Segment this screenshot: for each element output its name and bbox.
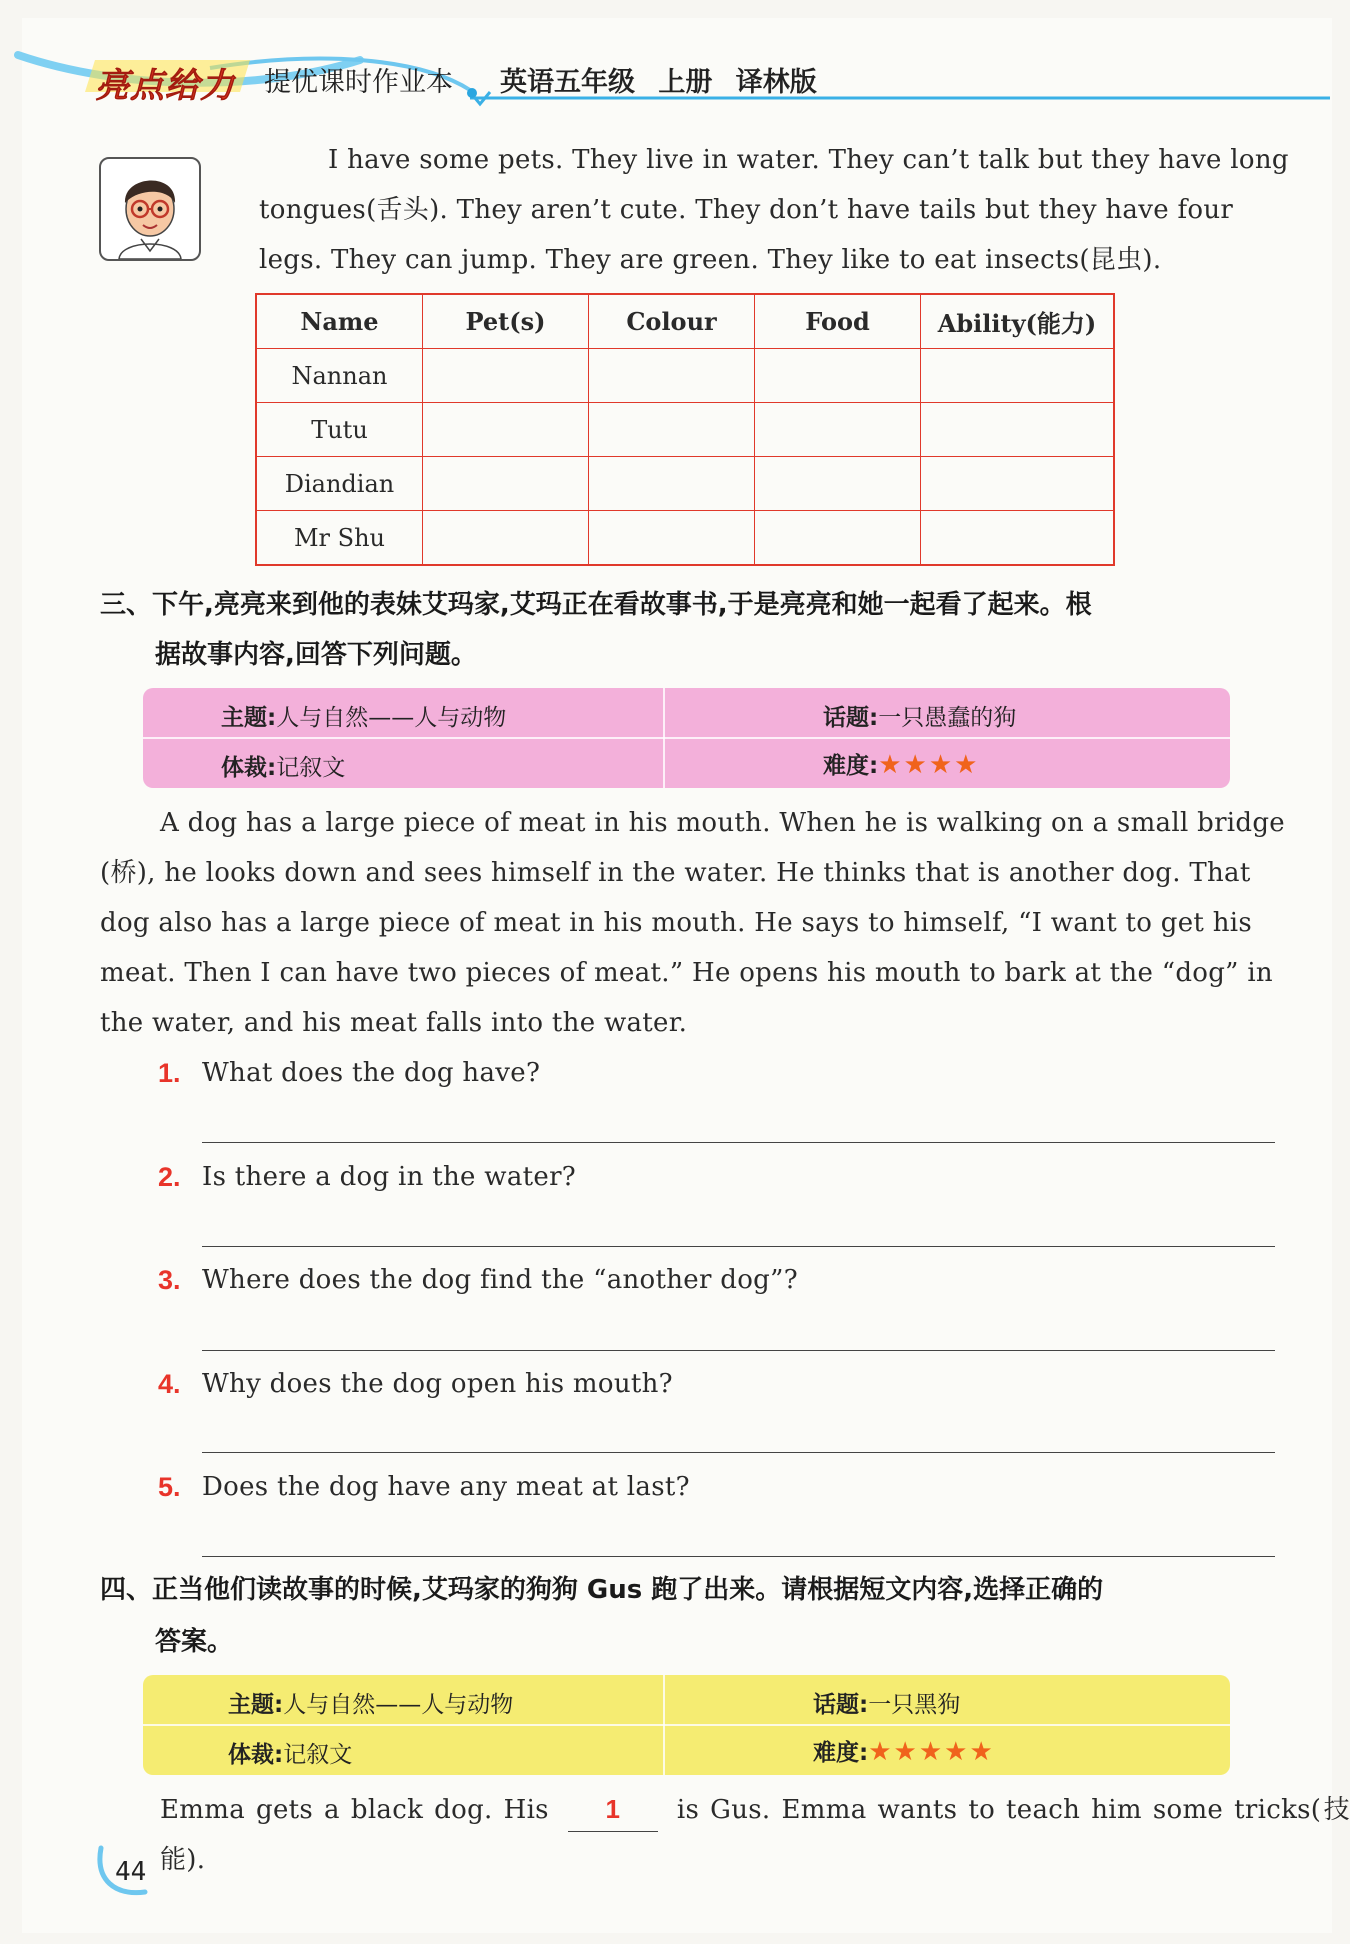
header bbox=[0, 0, 1350, 110]
topic-info: 话题:一只愚蠢的狗 bbox=[823, 705, 1017, 731]
section3-instruction-line-1: 三、下午,亮亮来到他的表妹艾玛家,艾玛正在看故事书,于是亮亮和她一起看了起来。根 bbox=[100, 590, 1092, 620]
question-text: Does the dog have any meat at last? bbox=[202, 1472, 690, 1502]
theme-info: 主题:人与自然——人与动物 bbox=[228, 1692, 514, 1718]
table-header: Pet(s) bbox=[423, 294, 589, 349]
section3-instruction-line-2: 据故事内容,回答下列问题。 bbox=[155, 640, 477, 670]
topic-info: 话题:一只黑狗 bbox=[813, 1692, 961, 1718]
row-name: Diandian bbox=[256, 457, 423, 511]
pets-table bbox=[255, 293, 1115, 566]
difficulty-info: 难度:★★★★ bbox=[823, 750, 980, 780]
cloze-text-before: Emma gets a black dog. His bbox=[160, 1795, 549, 1825]
row-name: Mr Shu bbox=[256, 511, 423, 566]
genre-info: 体裁:记叙文 bbox=[221, 755, 346, 781]
answer-line[interactable] bbox=[202, 1556, 1275, 1557]
table-row bbox=[256, 457, 1114, 511]
question-number: 2. bbox=[158, 1162, 181, 1192]
story-line-1: A dog has a large piece of meat in his mouth. When he is walking on a small bridge bbox=[160, 808, 1285, 838]
cloze-text-after: is Gus. Emma wants to teach him some tricks(技能). bbox=[160, 1795, 1350, 1875]
answer-cell[interactable] bbox=[755, 403, 921, 457]
question-text: Is there a dog in the water? bbox=[202, 1162, 577, 1192]
table-row bbox=[256, 403, 1114, 457]
answer-cell[interactable] bbox=[755, 511, 921, 566]
theme-info: 主题:人与自然——人与动物 bbox=[221, 705, 507, 731]
question-text: What does the dog have? bbox=[202, 1058, 541, 1088]
difficulty-star-icons: ★★★★★ bbox=[868, 1737, 995, 1767]
section4-instruction-line-2: 答案。 bbox=[155, 1627, 234, 1657]
story-line-4: meat. Then I can have two pieces of meat.” He opens his mouth to bark at the “dog” in bbox=[100, 958, 1273, 988]
answer-cell[interactable] bbox=[589, 511, 755, 566]
blank-number: 1 bbox=[605, 1794, 621, 1824]
answer-cell[interactable] bbox=[423, 511, 589, 566]
table-header-row bbox=[256, 294, 1114, 349]
cloze-blank[interactable] bbox=[568, 1788, 658, 1832]
cloze-line bbox=[160, 1785, 1350, 1885]
page-number: 44 bbox=[115, 1857, 147, 1887]
answer-cell[interactable] bbox=[423, 403, 589, 457]
intro-line-2: tongues(舌头). They aren’t cute. They don’t have tails but they have four bbox=[259, 195, 1234, 225]
answer-cell[interactable] bbox=[755, 349, 921, 403]
story-line-5: the water, and his meat falls into the water. bbox=[100, 1008, 688, 1038]
answer-cell[interactable] bbox=[589, 349, 755, 403]
band-divider bbox=[143, 1724, 1230, 1726]
question-number: 3. bbox=[158, 1265, 181, 1295]
section4-instruction-line-1: 四、正当他们读故事的时候,艾玛家的狗狗 Gus 跑了出来。请根据短文内容,选择正确的 bbox=[100, 1575, 1104, 1605]
answer-cell[interactable] bbox=[921, 457, 1115, 511]
intro-line-3: legs. They can jump. They are green. They like to eat insects(昆虫). bbox=[259, 245, 1162, 275]
table-header: Ability(能力) bbox=[921, 294, 1115, 349]
answer-cell[interactable] bbox=[755, 457, 921, 511]
intro-line-1: I have some pets. They live in water. They can’t talk but they have long bbox=[328, 145, 1289, 175]
band-divider bbox=[663, 1675, 665, 1775]
book-title: 提优课时作业本 bbox=[264, 67, 453, 98]
table-row bbox=[256, 511, 1114, 566]
answer-cell[interactable] bbox=[921, 403, 1115, 457]
answer-cell[interactable] bbox=[423, 349, 589, 403]
answer-line[interactable] bbox=[202, 1452, 1275, 1453]
teacher-avatar-icon bbox=[99, 157, 201, 261]
genre-info: 体裁:记叙文 bbox=[228, 1742, 353, 1768]
answer-cell[interactable] bbox=[921, 511, 1115, 566]
answer-cell[interactable] bbox=[589, 403, 755, 457]
table-header: Name bbox=[256, 294, 423, 349]
row-name: Tutu bbox=[256, 403, 423, 457]
band-divider bbox=[143, 737, 1230, 739]
question-text: Why does the dog open his mouth? bbox=[202, 1369, 673, 1399]
question-text: Where does the dog find the “another dog”? bbox=[202, 1265, 798, 1295]
section3-info-band bbox=[143, 688, 1230, 788]
question-number: 1. bbox=[158, 1058, 181, 1088]
brand-logo: 亮点给力 bbox=[95, 66, 235, 106]
answer-line[interactable] bbox=[202, 1350, 1275, 1351]
story-line-2: (桥), he looks down and sees himself in the water. He thinks that is another dog. That bbox=[100, 858, 1251, 888]
table-row bbox=[256, 349, 1114, 403]
table-header: Colour bbox=[589, 294, 755, 349]
answer-cell[interactable] bbox=[921, 349, 1115, 403]
answer-cell[interactable] bbox=[423, 457, 589, 511]
header-dot bbox=[467, 88, 477, 98]
story-line-3: dog also has a large piece of meat in his mouth. He says to himself, “I want to get his bbox=[100, 908, 1253, 938]
question-number: 4. bbox=[158, 1369, 181, 1399]
question-number: 5. bbox=[158, 1472, 181, 1502]
answer-line[interactable] bbox=[202, 1246, 1275, 1247]
difficulty-star-icons: ★★★★ bbox=[878, 750, 980, 780]
subject-info: 英语五年级 上册 译林版 bbox=[500, 67, 817, 98]
answer-line[interactable] bbox=[202, 1142, 1275, 1143]
difficulty-info: 难度:★★★★★ bbox=[813, 1737, 995, 1767]
band-divider bbox=[663, 688, 665, 788]
answer-cell[interactable] bbox=[589, 457, 755, 511]
row-name: Nannan bbox=[256, 349, 423, 403]
table-header: Food bbox=[755, 294, 921, 349]
section4-info-band bbox=[143, 1675, 1230, 1775]
